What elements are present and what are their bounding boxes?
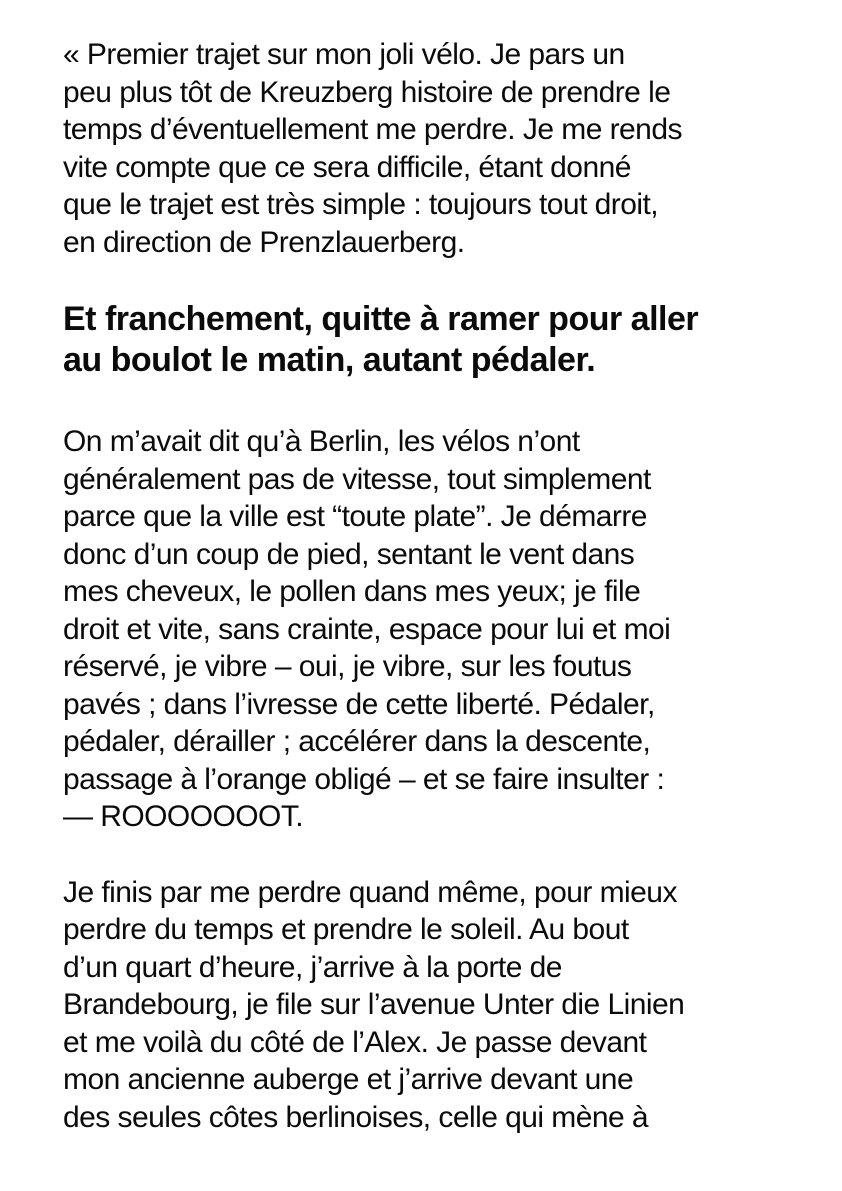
text-line: réservé, je vibre – oui, je vibre, sur les foutus	[63, 650, 632, 683]
article-text	[63, 36, 786, 1136]
text-line: peu plus tôt de Kreuzberg histoire de prendre le	[63, 75, 671, 109]
body-paragraph	[63, 423, 786, 836]
text-line: mes cheveux, le pollen dans mes yeux; je file	[63, 575, 641, 608]
text-line: en direction de Prenzlauerberg.	[63, 225, 465, 259]
text-line: Brandebourg, je file sur l’avenue Unter die Linien	[63, 988, 685, 1021]
text-line: « Premier trajet sur mon joli vélo. Je pars un	[63, 38, 625, 71]
body-paragraph	[63, 874, 786, 1137]
text-line: généralement pas de vitesse, tout simplement	[63, 462, 651, 496]
text-line: vite compte que ce sera difficile, étant donné	[63, 150, 631, 184]
text-line: Et franchement, quitte à ramer pour aller	[63, 300, 699, 338]
text-line: et me voilà du côté de l’Alex. Je passe devant	[63, 1025, 647, 1059]
text-line: passage à l’orange obligé – et se faire insulter :	[63, 762, 665, 796]
text-line: — ROOOOOOOT.	[63, 800, 304, 833]
text-line: droit et vite, sans crainte, espace pour lui et moi	[63, 612, 671, 646]
text-line: pavés ; dans l’ivresse de cette liberté. Pédaler,	[63, 687, 655, 721]
text-line: donc d’un coup de pied, sentant le vent dans	[63, 537, 635, 571]
text-line: parce que la ville est “toute plate”. Je démarre	[63, 500, 647, 533]
text-line: On m’avait dit qu’à Berlin, les vélos n’ont	[63, 425, 580, 458]
text-line: perdre du temps et prendre le soleil. Au bout	[63, 913, 629, 946]
text-line: que le trajet est très simple : toujours tout droit,	[63, 188, 659, 221]
body-paragraph	[63, 36, 786, 261]
text-line: des seules côtes berlinoises, celle qui mène à	[63, 1100, 649, 1134]
text-line: d’un quart d’heure, j’arrive à la porte de	[63, 950, 562, 984]
text-line: au boulot le matin, autant pédaler.	[63, 341, 596, 379]
text-line: mon ancienne auberge et j’arrive devant une	[63, 1063, 634, 1096]
lede-paragraph	[63, 299, 786, 381]
text-line: pédaler, dérailler ; accélérer dans la descente,	[63, 725, 651, 758]
text-line: Je finis par me perdre quand même, pour mieux	[63, 875, 677, 909]
text-line: temps d’éventuellement me perdre. Je me rends	[63, 113, 682, 146]
